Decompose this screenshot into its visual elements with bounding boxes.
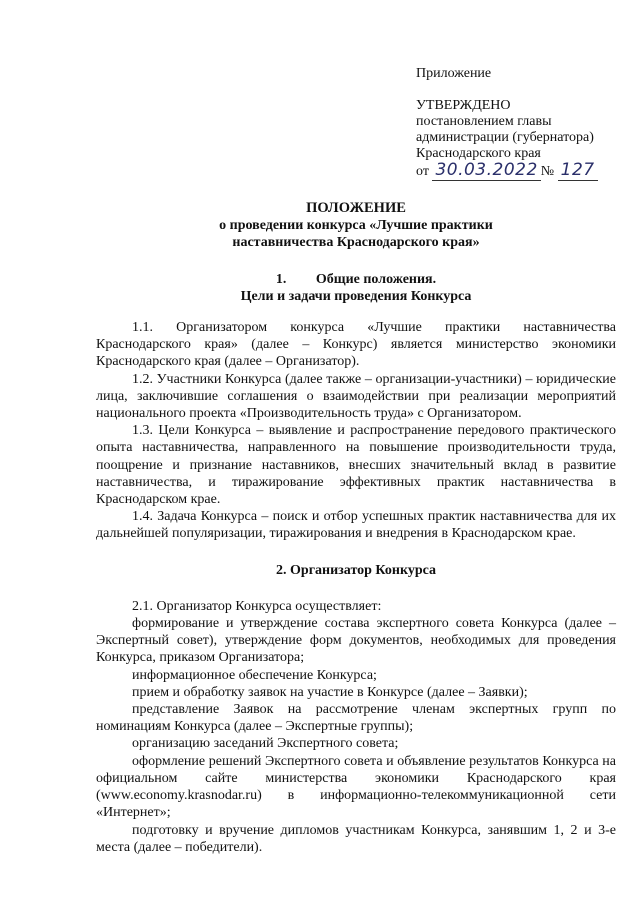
section-1-heading-2: Цели и задачи проведения Конкурса [240,288,472,304]
paragraph-2-item: информационное обеспечение Конкурса; [132,667,377,683]
paragraph-2-item: представление Заявок на рассмотрение членам экспертных групп по номинациям Конкурса (далее – Экспертные группы); [96,702,616,735]
paragraph-1-1: 1.1. Организатором конкурса «Лучшие практики наставничества Краснодарского края» (далее – Конкурс) является министерство экономики Краснодарского края (далее – Организатор). [96,320,616,370]
handwritten-date: 30.03.2022 [432,160,540,181]
approval-block [416,66,638,180]
section-1-heading-1: Общие положения. [315,271,437,287]
paragraph-2-item: формирование и утверждение состава экспертного совета Конкурса (далее – Экспертный совет), утверждение форм документов, необходимых для проведения Конкурса, приказом Организатора; [96,616,616,666]
approval-line-2: администрации (губернатора) [416,130,594,145]
document-title: ПОЛОЖЕНИЕ [306,200,406,216]
number-prefix: № [540,164,555,179]
paragraph-1-4: 1.4. Задача Конкурса – поиск и отбор успешных практик наставничества для их дальнейшей популяризации, тиражирования и внедрения в Краснодарском крае. [96,509,616,542]
paragraph-1-2: 1.2. Участники Конкурса (далее также – организации-участники) – юридические лица, заключившие соглашения о взаимодействии при реализации мероприятий национального проекта «Производительность труда» с Организатором. [96,371,616,422]
approval-date-line [416,162,638,180]
annex-label: Приложение [416,66,492,81]
paragraph-2-item: оформление решений Экспертного совета и объявление результатов Конкурса на официальном сайте министерства экономики Краснодарского края (www.economy.krasnodar.ru) в информационно-телекоммуникационной сети «Интернет»; [96,753,616,821]
approval-line-3: Краснодарского края [416,146,541,161]
document-subtitle-2: наставничества Краснодарского края» [232,235,480,251]
approved-label: УТВЕРЖДЕНО [416,98,511,113]
paragraph-2-item: организацию заседаний Экспертного совета; [132,736,399,752]
paragraph-2-item: прием и обработку заявок на участие в Конкурсе (далее – Заявки); [132,684,528,700]
section-1-number: 1. [275,271,287,287]
document-subtitle-1: о проведении конкурса «Лучшие практики [219,218,493,234]
handwritten-number: 127 [558,160,598,181]
date-prefix: от [416,164,429,179]
paragraph-2-1: 2.1. Организатор Конкурса осуществляет: [132,598,382,614]
paragraph-2-item: подготовку и вручение дипломов участникам Конкурса, занявшим 1, 2 и 3-е места (далее – победители). [96,822,616,855]
paragraph-1-3: 1.3. Цели Конкурса – выявление и распространение передового практического опыта наставничества, направленного на повышение производительности труда, поощрение и признание наставников, внесших значительный вклад в развитие наставничества, и тиражирование эффективных практик наставничества в Краснодарском крае. [96,423,616,508]
document-body [96,200,616,856]
approval-line-1: постановлением главы [416,114,552,129]
section-1-heading [96,271,616,288]
section-2-heading: 2. Организатор Конкурса [276,562,436,578]
